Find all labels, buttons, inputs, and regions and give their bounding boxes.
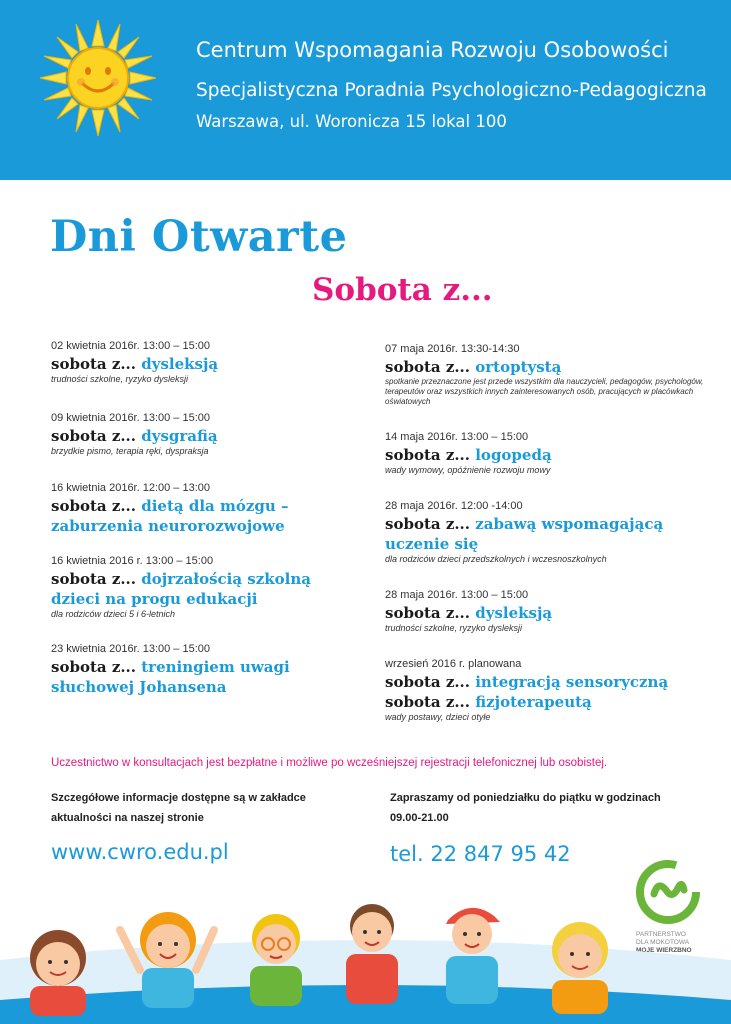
event-topic: dojrzałością szkolną dzieci na progu edukacji [51,570,311,608]
event-topic: integracją sensoryczną [475,673,669,691]
event-item [385,658,668,723]
event-topic: dysleksją [475,604,553,622]
header-banner [0,0,731,180]
event-title: sobota z... dysleksją [51,355,219,373]
page-title: Dni Otwarte [50,212,348,262]
event-item [51,555,351,620]
event-item [385,500,695,565]
event-title: sobota z... fizjoterapeutą [385,693,592,711]
event-item [51,412,218,457]
event-title: sobota z... logopedą [385,446,552,464]
event-date: 09 kwietnia 2016r. 13:00 – 15:00 [51,412,211,424]
event-item [51,643,321,697]
website-link[interactable]: www.cwro.edu.pl [51,840,229,864]
event-description: wady postawy, dzieci otyłe [385,712,491,722]
kids-illustration [0,890,731,1024]
kid-figure [30,930,86,1016]
org-address: Warszawa, ul. Woronicza 15 lokal 100 [196,112,507,131]
event-title: sobota z... dojrzałością szkolną dzieci na progu edukacji [51,570,311,608]
event-description: wady wymowy, opóźnienie rozwoju mowy [385,465,551,475]
event-title: sobota z... treningiem uwagi słuchowej Johansena [51,658,290,696]
event-description: brzydkie pismo, terapia ręki, dyspraksja [51,446,209,456]
event-topic: dysleksją [141,355,219,373]
event-date: wrzesień 2016 r. planowana [385,658,522,670]
event-item [385,431,552,476]
event-description: spotkanie przeznaczone jest przede wszystkim dla nauczycieli, pedagogów, psychologów, terapeutów oraz wszystkich innych zainteresowanych osób, pracujących w placówkach oświatowych [385,377,704,406]
event-description: trudności szkolne, ryzyko dysleksji [51,374,189,384]
event-title: sobota z... zabawą wspomagającą uczenie się [385,515,664,553]
event-topic: fizjoterapeutą [475,693,592,711]
kid-figure [552,922,608,1014]
event-item [385,343,705,407]
info-hours-text: Zapraszamy od poniedziałku do piątku w godzinach 09.00-21.00 [390,792,661,824]
page-subtitle: Sobota z... [312,272,493,308]
info-website-text: Szczegółowe informacje dostępne są w zakładce aktualności na naszej stronie [51,792,306,824]
event-date: 28 maja 2016r. 12:00 -14:00 [385,500,523,512]
event-title: sobota z... ortoptystą [385,358,562,376]
event-date: 28 maja 2016r. 13:00 – 15:00 [385,589,529,601]
event-title: sobota z... dietą dla mózgu – zaburzenia neurorozwojowe [51,497,289,535]
event-topic: dysgrafią [141,427,218,445]
event-item [51,482,331,536]
participation-notice: Uczestnictwo w konsultacjach jest bezpłatne i możliwe po wcześniejszej rejestracji telefonicznej lub osobistej. [51,757,608,769]
smiling-sun-icon [38,18,158,138]
event-date: 02 kwietnia 2016r. 13:00 – 15:00 [51,340,211,352]
event-title: sobota z... dysgrafią [51,427,218,445]
event-date: 07 maja 2016r. 13:30-14:30 [385,343,520,355]
event-description: trudności szkolne, ryzyko dysleksji [385,623,523,633]
event-description: dla rodziców dzieci 5 i 6-letnich [51,609,176,619]
event-topic: zabawą wspomagającą uczenie się [385,515,664,553]
event-date: 14 maja 2016r. 13:00 – 15:00 [385,431,529,443]
event-topic: ortoptystą [475,358,562,376]
event-title: sobota z... dysleksją [385,604,553,622]
event-description: dla rodziców dzieci przedszkolnych i wczesnoszkolnych [385,554,607,564]
event-item [385,589,552,634]
phone-number[interactable]: tel. 22 847 95 42 [390,842,571,866]
event-item [51,340,218,385]
event-date: 16 kwietnia 2016 r. 13:00 – 15:00 [51,555,214,567]
event-date: 23 kwietnia 2016r. 13:00 – 15:00 [51,643,211,655]
event-topic: treningiem uwagi słuchowej Johansena [51,658,290,696]
event-title: sobota z... integracją sensoryczną [385,673,669,691]
event-topic: dietą dla mózgu – zaburzenia neurorozwojowe [51,497,289,535]
event-date: 16 kwietnia 2016r. 12:00 – 13:00 [51,482,211,494]
org-type: Specjalistyczna Poradnia Psychologiczno-Pedagogiczna [196,80,707,101]
partner-caption: PARTNERSTWO DLA MOKOTOWA MOJE WIERZBNO [636,931,692,954]
org-name: Centrum Wspomagania Rozwoju Osobowości [196,38,669,62]
event-topic: logopedą [475,446,552,464]
